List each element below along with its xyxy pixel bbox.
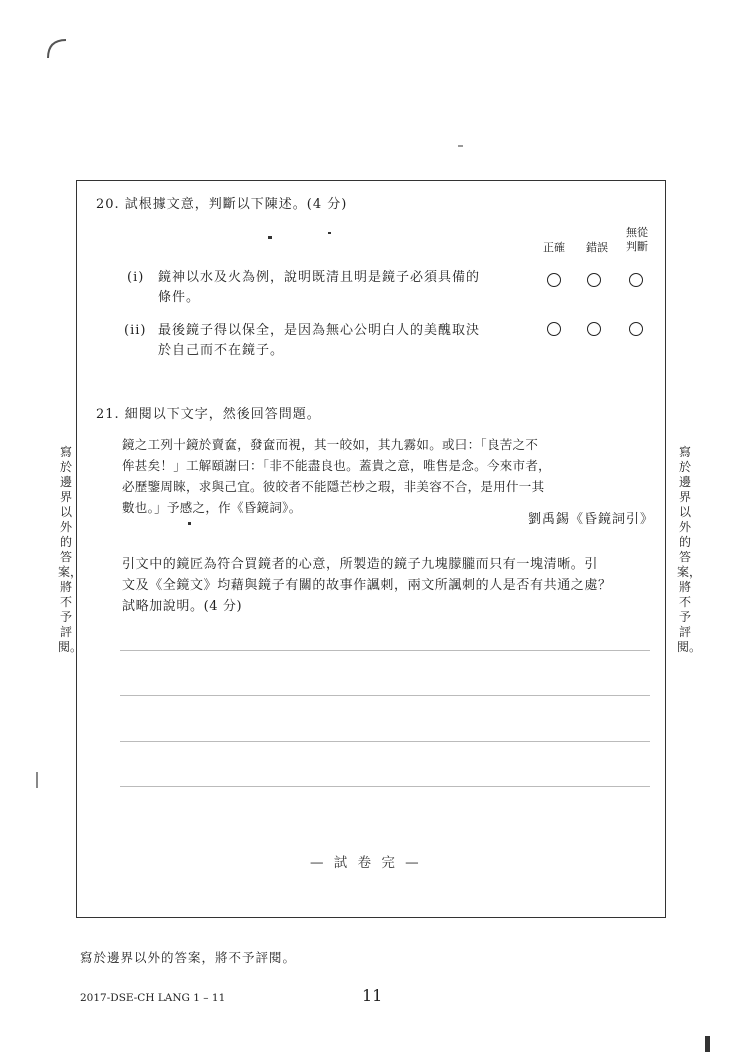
answer-area-1[interactable] (120, 612, 650, 650)
scan-speck (458, 145, 463, 147)
q20-statement-2-label: (ii) (124, 323, 147, 338)
prompt-line: 試略加說明。(4 分) (122, 599, 243, 614)
footer-note: 寫於邊界以外的答案，將不予評閱。 (80, 950, 297, 965)
answer-line (120, 741, 650, 742)
end-of-paper: — 試 卷 完 — (310, 855, 422, 871)
page-number: 11 (362, 986, 383, 1005)
corner-mark-icon (44, 36, 70, 62)
q21-passage (122, 434, 551, 518)
answer-line (120, 786, 650, 787)
answer-line (120, 695, 650, 696)
passage-line: 鏡之工列十鏡於賣奩，發奩而視，其一皎如，其九霧如。或曰：「良苦之不 (122, 437, 539, 452)
q20-2-true-option[interactable] (547, 322, 561, 336)
right-margin-note: 寫於邊界以外的答案，將不予評閱。 (677, 445, 702, 654)
q20-statement-1-label: (i) (127, 270, 145, 285)
q20-2-not-given-option[interactable] (629, 322, 643, 336)
answer-line (120, 650, 650, 651)
q21-heading: 21. 細閱以下文字，然後回答問題。 (96, 407, 321, 422)
scan-speck (268, 236, 272, 239)
q20-statement-1-line2: 條件。 (158, 290, 201, 305)
q20-statement-2-line1: 最後鏡子得以保全，是因為無心公明白人的美醜取決 (158, 323, 481, 338)
prompt-line: 文及《全鏡文》均藉與鏡子有關的故事作諷刺，兩文所諷刺的人是否有共通之處？ (122, 578, 612, 593)
q20-1-true-option[interactable] (547, 273, 561, 287)
passage-line: 必歷鑒周睞，求與己宜。彼皎者不能隱芒杪之瑕，非美容不合，是用什一其 (122, 479, 545, 494)
prompt-line: 引文中的鏡匠為符合買鏡者的心意，所製造的鏡子九塊朦朧而只有一塊清晰。引 (122, 557, 599, 572)
q20-statement-2-line2: 於自己而不在鏡子。 (158, 343, 285, 358)
q21-prompt (122, 554, 612, 617)
answer-area-4[interactable] (120, 748, 650, 786)
edge-mark (36, 772, 38, 788)
q20-1-not-given-option[interactable] (629, 273, 643, 287)
passage-line: 數也。」予感之，作《昏鏡詞》。 (122, 500, 302, 515)
col-head-true: 正確 (543, 241, 565, 254)
answer-area-2[interactable] (120, 658, 650, 696)
passage-source: 劉禹錫《昏鏡詞引》 (528, 512, 655, 527)
col-head-false: 錯誤 (586, 241, 608, 254)
col-head-not-given: 無從 判斷 (626, 226, 648, 253)
q20-statement-1-line1: 鏡神以水及火為例，說明既清且明是鏡子必須具備的 (158, 270, 481, 285)
q20-heading: 20. 試根據文意，判斷以下陳述。(4 分) (96, 197, 348, 212)
scan-speck (188, 522, 191, 525)
passage-line: 侔甚矣！」工解頤謝曰：「非不能盡良也。蓋貴之意，唯售是念。今來市者， (122, 458, 551, 473)
edge-mark (705, 1036, 710, 1052)
left-margin-note: 寫於邊界以外的答案，將不予評閱。 (58, 445, 83, 654)
answer-area-3[interactable] (120, 703, 650, 741)
paper-code: 2017-DSE-CH LANG 1 – 11 (80, 992, 226, 1004)
q20-2-false-option[interactable] (587, 322, 601, 336)
q20-1-false-option[interactable] (587, 273, 601, 287)
scan-speck (328, 232, 331, 234)
